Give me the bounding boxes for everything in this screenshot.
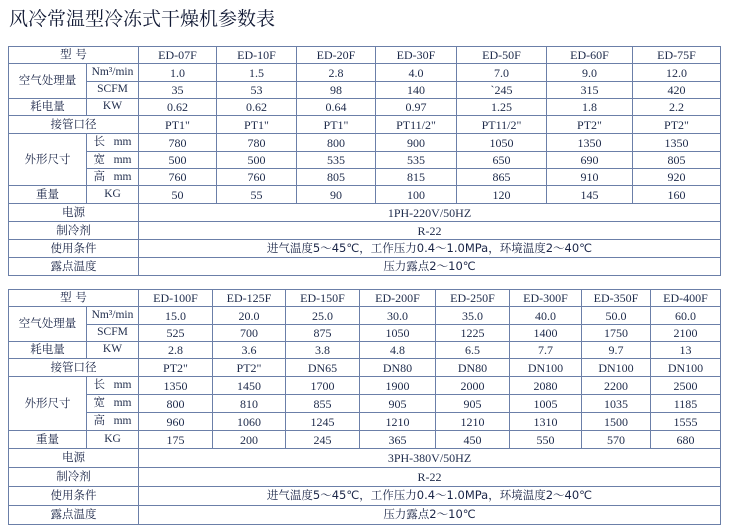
value-cell: 9.7 [582,342,651,359]
value-cell: 2500 [651,377,721,395]
value-cell: 365 [360,431,436,449]
value-cell: 865 [457,169,547,186]
value-cell: 1555 [651,413,721,431]
power-label: 耗电量 [9,99,87,116]
value-cell: 905 [436,395,510,413]
power-supply-label: 电源 [9,449,139,468]
value-cell: 0.62 [217,99,297,116]
value-cell: DN80 [360,359,436,377]
value-cell: 1225 [436,325,510,342]
value-cell: 30.0 [360,307,436,325]
table-row-conditions [9,487,721,506]
model-cell: ED-250F [436,290,510,307]
value-cell: 98 [297,82,376,99]
value-cell: 2.8 [297,64,376,82]
unit-mm: mm [113,170,132,183]
power-label: 耗电量 [9,342,87,359]
height-label: 高 [93,168,105,183]
refrigerant-value: R-22 [139,222,721,240]
unit-mm: mm [113,397,132,410]
dew-point-label: 露点温度 [9,506,139,525]
page-title: 风冷常温型冷冻式干燥机参数表 [9,8,276,30]
value-cell: PT1" [139,116,217,134]
value-cell: 0.64 [297,99,376,116]
value-cell: 2200 [582,377,651,395]
value-cell: DN100 [651,359,721,377]
value-cell: 780 [139,134,217,152]
conditions-value: 进气温度5～45℃，工作压力0.4～1.0MPa，环境温度2～40℃ [139,240,721,258]
value-cell: 855 [286,395,360,413]
model-cell: ED-125F [213,290,286,307]
value-cell: 140 [376,82,457,99]
refrigerant-value: R-22 [139,468,721,487]
model-cell: ED-07F [139,47,217,64]
length-label: 长 [93,134,105,149]
value-cell: PT2" [139,359,213,377]
dimensions-label: 外形尺寸 [9,134,87,186]
value-cell: 535 [297,152,376,169]
model-label: 型 号 [9,47,139,64]
value-cell: 780 [217,134,297,152]
table-row-conditions [9,240,721,258]
unit-width [87,152,139,169]
value-cell: 875 [286,325,360,342]
table-row-width [9,152,721,169]
model-cell: ED-350F [582,290,651,307]
value-cell: 4.0 [376,64,457,82]
value-cell: 690 [547,152,633,169]
value-cell: 700 [213,325,286,342]
value-cell: 245 [286,431,360,449]
value-cell: 500 [217,152,297,169]
table-row-power-supply [9,204,721,222]
unit-nm3: Nm³/min [87,64,139,82]
weight-label: 重量 [9,431,87,449]
value-cell: 2000 [436,377,510,395]
value-cell: 40.0 [510,307,582,325]
model-cell: ED-60F [547,47,633,64]
connection-label: 接管口径 [9,359,139,377]
value-cell: 815 [376,169,457,186]
unit-height [87,169,139,186]
value-cell: 315 [547,82,633,99]
value-cell: 1.25 [457,99,547,116]
width-label: 宽 [93,151,105,166]
value-cell: 1185 [651,395,721,413]
value-cell: DN80 [436,359,510,377]
value-cell: 810 [213,395,286,413]
model-cell: ED-400F [651,290,721,307]
value-cell: 2100 [651,325,721,342]
value-cell: 525 [139,325,213,342]
value-cell: 760 [217,169,297,186]
value-cell: 805 [633,152,721,169]
spec-table-2 [8,289,721,525]
model-cell: ED-20F [297,47,376,64]
unit-height [87,413,139,431]
value-cell: PT1" [297,116,376,134]
table-row-connection [9,116,721,134]
power-supply-value: 1PH-220V/50HZ [139,204,721,222]
spec-table-1 [8,46,721,276]
value-cell: 0.62 [139,99,217,116]
value-cell: DN100 [582,359,651,377]
value-cell: 60.0 [651,307,721,325]
value-cell: 9.0 [547,64,633,82]
table-row-model [9,290,721,307]
table-row-dew-point [9,258,721,276]
model-cell: ED-100F [139,290,213,307]
unit-kw: KW [87,99,139,116]
value-cell: 1350 [547,134,633,152]
value-cell: 760 [139,169,217,186]
value-cell: 1.5 [217,64,297,82]
table-row-dew-point [9,506,721,525]
unit-length [87,134,139,152]
value-cell: 13 [651,342,721,359]
table-row-power [9,342,721,359]
air-capacity-label: 空气处理量 [9,64,87,99]
unit-kw: KW [87,342,139,359]
value-cell: 4.8 [360,342,436,359]
value-cell: 910 [547,169,633,186]
table-row-model [9,47,721,64]
value-cell: 53 [217,82,297,99]
value-cell: PT2" [213,359,286,377]
value-cell: 1060 [213,413,286,431]
value-cell: 1900 [360,377,436,395]
value-cell: DN65 [286,359,360,377]
model-label: 型 号 [9,290,139,307]
unit-nm3: Nm³/min [87,307,139,325]
table-row-height [9,169,721,186]
model-cell: ED-75F [633,47,721,64]
value-cell: 35 [139,82,217,99]
value-cell: 35.0 [436,307,510,325]
table-row-width [9,395,721,413]
connection-label: 接管口径 [9,116,139,134]
value-cell: 25.0 [286,307,360,325]
value-cell: 650 [457,152,547,169]
value-cell: 6.5 [436,342,510,359]
value-cell: 1210 [436,413,510,431]
value-cell: 50 [139,186,217,204]
unit-kg: KG [87,431,139,449]
unit-mm: mm [113,153,132,166]
value-cell: 120 [457,186,547,204]
table-row-nm3 [9,307,721,325]
value-cell: 1500 [582,413,651,431]
value-cell: 500 [139,152,217,169]
value-cell: 680 [651,431,721,449]
dimensions-label: 外形尺寸 [9,377,87,431]
value-cell: 550 [510,431,582,449]
refrigerant-label: 制冷剂 [9,468,139,487]
value-cell: 100 [376,186,457,204]
value-cell: 800 [297,134,376,152]
dew-point-label: 露点温度 [9,258,139,276]
value-cell: 450 [436,431,510,449]
value-cell: 1050 [457,134,547,152]
table-row-refrigerant [9,468,721,487]
model-cell: ED-10F [217,47,297,64]
table-row-nm3 [9,64,721,82]
value-cell: 175 [139,431,213,449]
value-cell: PT1" [217,116,297,134]
value-cell: 145 [547,186,633,204]
value-cell: 420 [633,82,721,99]
value-cell: `245 [457,82,547,99]
dew-point-value: 压力露点2～10℃ [139,506,721,525]
table-row-power [9,99,721,116]
value-cell: 1310 [510,413,582,431]
value-cell: PT2" [547,116,633,134]
conditions-value: 进气温度5～45℃，工作压力0.4～1.0MPa，环境温度2～40℃ [139,487,721,506]
value-cell: 1.0 [139,64,217,82]
model-cell: ED-30F [376,47,457,64]
value-cell: 12.0 [633,64,721,82]
value-cell: 20.0 [213,307,286,325]
unit-scfm: SCFM [87,325,139,342]
table-row-refrigerant [9,222,721,240]
value-cell: 1245 [286,413,360,431]
length-label: 长 [93,377,105,392]
width-label: 宽 [93,395,105,410]
value-cell: 1350 [633,134,721,152]
power-supply-label: 电源 [9,204,139,222]
value-cell: 535 [376,152,457,169]
value-cell: 1700 [286,377,360,395]
table-row-length [9,134,721,152]
value-cell: PT11/2" [457,116,547,134]
value-cell: 1350 [139,377,213,395]
value-cell: 2080 [510,377,582,395]
unit-kg: KG [87,186,139,204]
table-row-power-supply [9,449,721,468]
table-row-weight [9,186,721,204]
value-cell: 1750 [582,325,651,342]
height-label: 高 [93,413,105,428]
value-cell: 905 [360,395,436,413]
value-cell: 1210 [360,413,436,431]
power-supply-value: 3PH-380V/50HZ [139,449,721,468]
value-cell: 50.0 [582,307,651,325]
unit-mm: mm [113,136,132,149]
value-cell: 200 [213,431,286,449]
value-cell: 2.2 [633,99,721,116]
value-cell: 90 [297,186,376,204]
value-cell: 570 [582,431,651,449]
unit-length [87,377,139,395]
model-cell: ED-150F [286,290,360,307]
conditions-label: 使用条件 [9,487,139,506]
value-cell: 15.0 [139,307,213,325]
value-cell: 3.8 [286,342,360,359]
value-cell: 0.97 [376,99,457,116]
value-cell: 2.8 [139,342,213,359]
refrigerant-label: 制冷剂 [9,222,139,240]
model-cell: ED-200F [360,290,436,307]
value-cell: 900 [376,134,457,152]
value-cell: 800 [139,395,213,413]
table-row-length [9,377,721,395]
value-cell: 1.8 [547,99,633,116]
table-row-scfm [9,325,721,342]
value-cell: 1400 [510,325,582,342]
value-cell: 920 [633,169,721,186]
air-capacity-label: 空气处理量 [9,307,87,342]
value-cell: 7.0 [457,64,547,82]
conditions-label: 使用条件 [9,240,139,258]
unit-width [87,395,139,413]
dew-point-value: 压力露点2～10℃ [139,258,721,276]
value-cell: 160 [633,186,721,204]
unit-mm: mm [113,379,132,392]
unit-scfm: SCFM [87,82,139,99]
value-cell: PT2" [633,116,721,134]
table-row-weight [9,431,721,449]
value-cell: DN100 [510,359,582,377]
value-cell: 960 [139,413,213,431]
value-cell: 1005 [510,395,582,413]
value-cell: 1450 [213,377,286,395]
value-cell: 3.6 [213,342,286,359]
value-cell: PT11/2" [376,116,457,134]
value-cell: 805 [297,169,376,186]
value-cell: 1050 [360,325,436,342]
unit-mm: mm [113,415,132,428]
model-cell: ED-300F [510,290,582,307]
value-cell: 1035 [582,395,651,413]
value-cell: 55 [217,186,297,204]
table-row-connection [9,359,721,377]
weight-label: 重量 [9,186,87,204]
table-row-scfm [9,82,721,99]
model-cell: ED-50F [457,47,547,64]
value-cell: 7.7 [510,342,582,359]
table-row-height [9,413,721,431]
